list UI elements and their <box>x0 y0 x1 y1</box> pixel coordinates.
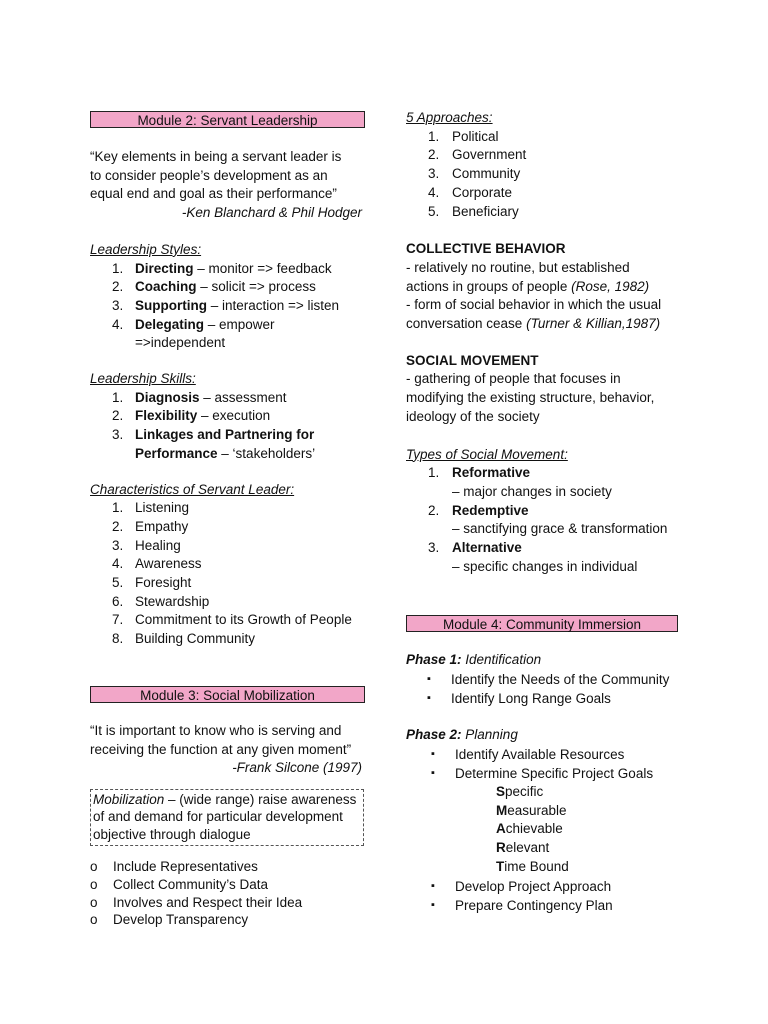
list-item: 4. Delegating – empower =>independent <box>112 316 275 351</box>
quote-blanchard <box>90 148 365 223</box>
list-item: o Collect Community’s Data <box>90 877 269 893</box>
list-item: 1. Political <box>428 128 499 144</box>
types-heading: Types of Social Movement: <box>406 446 568 462</box>
list-item: 1. Diagnosis – assessment <box>112 389 287 405</box>
list-item: 2. Redemptive – sanctifying grace & transformation <box>428 502 668 537</box>
phase2-list-continued <box>406 877 696 915</box>
leadership-skills-heading: Leadership Skills: <box>90 371 196 387</box>
types-list <box>406 464 696 576</box>
list-item: 8. Building Community <box>112 631 256 647</box>
list-item: 1. Listening <box>112 500 190 516</box>
mobilization-term: Mobilization <box>93 791 165 807</box>
quote-line: to consider people’s development as an <box>90 167 328 183</box>
list-item: ▪ Identify the Needs of the Community <box>406 670 696 689</box>
list-item: 4. Awareness <box>112 556 202 572</box>
quote-author: -Ken Blanchard & Phil Hodger <box>181 205 362 221</box>
list-item: 3. Supporting – interaction => listen <box>112 297 340 313</box>
list-item: 2. Coaching – solicit => process <box>112 279 316 295</box>
list-item: 6. Stewardship <box>112 593 210 609</box>
list-item: o Develop Transparency <box>90 912 249 928</box>
quote-author: -Frank Silcone (1997) <box>232 760 362 776</box>
list-item: o Involves and Respect their Idea <box>90 894 303 910</box>
list-item: 2. Government <box>428 147 527 163</box>
mobilization-definition-box <box>90 789 364 847</box>
quote-silcone <box>90 722 365 778</box>
module4-title: Module 4: Community Immersion <box>406 615 678 632</box>
leadership-styles-list <box>90 260 365 354</box>
phase2-list <box>406 745 696 783</box>
list-item: 1. Reformative – major changes in society <box>428 465 612 499</box>
list-item: 1. Directing – monitor => feedback <box>112 260 332 276</box>
definition-line: of and demand for particular development <box>93 809 343 825</box>
quote-line: receiving the function at any given moment” <box>90 741 352 757</box>
list-item: 5. Foresight <box>112 575 192 591</box>
list-item: 3. Community <box>428 166 521 182</box>
phase1-list <box>406 670 696 708</box>
social-line: - gathering of people that focuses in <box>406 371 621 387</box>
list-item: 3. Healing <box>112 537 181 553</box>
right-column <box>406 109 696 915</box>
collective-line: - form of social behavior in which the usual <box>406 297 662 313</box>
module3-title: Module 3: Social Mobilization <box>90 686 365 703</box>
definition-line: – (wide range) raise awareness <box>164 791 357 807</box>
smart-item: Time Bound <box>496 859 569 875</box>
social-line: modifying the existing structure, behavior, <box>406 390 655 406</box>
list-item: ▪ Develop Project Approach <box>410 877 696 896</box>
quote-line: equal end and goal as their performance” <box>90 186 337 202</box>
leadership-skills-list <box>90 389 365 464</box>
smart-item: Achievable <box>496 821 563 837</box>
smart-goals <box>406 783 696 877</box>
list-item: 2. Flexibility – execution <box>112 408 271 424</box>
list-item: ▪ Identify Available Resources <box>410 745 696 764</box>
quote-line: “It is important to know who is serving and <box>90 722 342 738</box>
list-item: o Include Representatives <box>90 859 258 875</box>
quote-line: “Key elements in being a servant leader is <box>90 149 342 164</box>
smart-item: Specific <box>496 783 544 799</box>
list-item: 7. Commitment to its Growth of People <box>112 612 352 628</box>
social-movement-heading: SOCIAL MOVEMENT <box>406 352 539 368</box>
approaches-heading: 5 Approaches: <box>406 110 493 125</box>
list-item: ▪ Determine Specific Project Goals <box>410 764 696 783</box>
characteristics-heading: Characteristics of Servant Leader: <box>90 481 295 497</box>
list-item: 4. Corporate <box>428 184 513 200</box>
left-column <box>90 111 365 929</box>
characteristics-list <box>90 499 365 649</box>
list-item: ▪ Prepare Contingency Plan <box>410 896 696 915</box>
smart-item: Relevant <box>496 840 550 856</box>
collective-line: conversation cease (Turner & Killian,1987) <box>406 316 661 332</box>
smart-item: Measurable <box>496 802 567 818</box>
social-line: ideology of the society <box>406 408 540 424</box>
list-item: 5. Beneficiary <box>428 203 519 219</box>
list-item: ▪ Identify Long Range Goals <box>406 689 696 708</box>
approaches-list <box>406 128 696 222</box>
collective-behavior-heading: COLLECTIVE BEHAVIOR <box>406 241 566 257</box>
phase1-heading: Phase 1: Identification <box>406 652 542 668</box>
leadership-styles-heading: Leadership Styles: <box>90 241 202 257</box>
definition-line: objective through dialogue <box>93 826 251 842</box>
collective-line: - relatively no routine, but established <box>406 259 630 275</box>
mobilization-items-list <box>90 858 365 928</box>
phase2-heading: Phase 2: Planning <box>406 727 518 743</box>
list-item: 3. Alternative – specific changes in individual <box>428 540 638 574</box>
module2-title: Module 2: Servant Leadership <box>90 111 365 128</box>
collective-line: actions in groups of people (Rose, 1982) <box>406 278 650 294</box>
list-item: 2. Empathy <box>112 518 189 534</box>
list-item: 3. Linkages and Partnering for Performance – ‘stakeholders’ <box>112 427 316 461</box>
